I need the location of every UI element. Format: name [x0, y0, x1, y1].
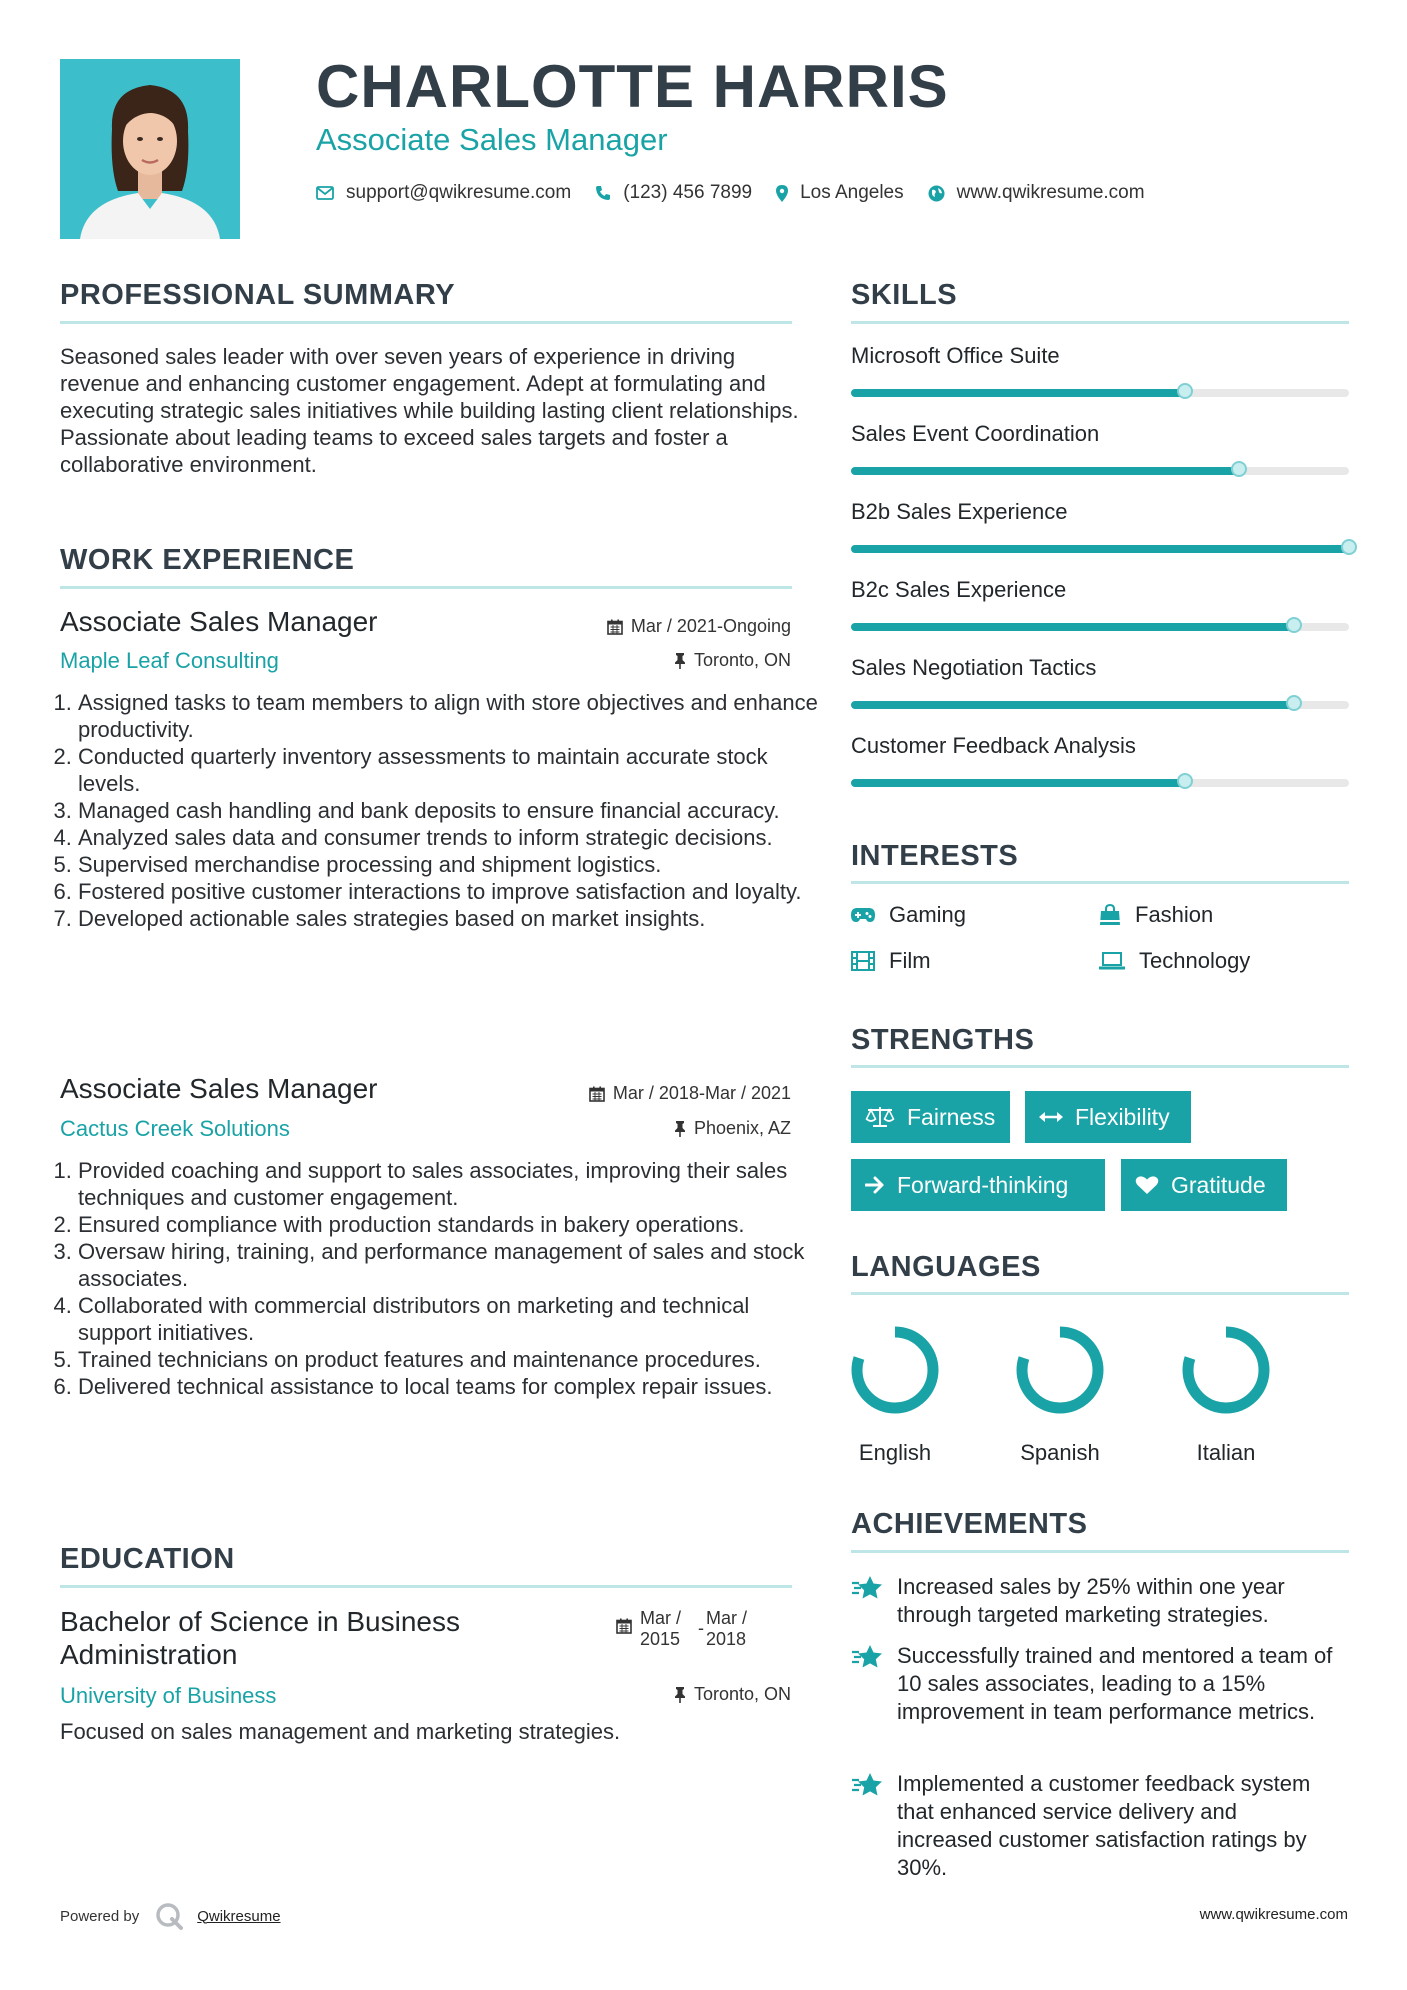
arrow-right-icon: [865, 1176, 885, 1194]
interest-fashion-label: Fashion: [1135, 902, 1214, 927]
pushpin-icon: [674, 1687, 686, 1703]
skill-bar-fill: [851, 623, 1294, 631]
job-1-company: Maple Leaf Consulting: [60, 648, 279, 673]
contact-phone[interactable]: [595, 182, 752, 204]
skills-heading: SKILLS: [851, 279, 958, 311]
interests-rule: [851, 881, 1349, 884]
candidate-name: CHARLOTTE HARRIS: [316, 53, 949, 120]
job-1-duty: 2. Conducted quarterly inventory assessments to maintain accurate stock levels.: [78, 743, 818, 797]
strengths-heading: STRENGTHS: [851, 1024, 1035, 1056]
contact-website-text: www.qwikresume.com: [956, 182, 1145, 203]
calendar-icon: [616, 1618, 632, 1634]
strength-forward-thinking: [851, 1159, 1105, 1211]
gamepad-icon: [851, 907, 875, 923]
education-school: University of Business: [60, 1683, 277, 1708]
language-ring-gauge: [847, 1322, 943, 1418]
calendar-icon: [607, 619, 623, 635]
job-2-duty: 3. Oversaw hiring, training, and performance management of sales and stock associates.: [78, 1238, 818, 1292]
skill-bar-fill: [851, 701, 1294, 709]
job-1-date: [607, 616, 791, 637]
education-date-end: Mar / 2018: [706, 1608, 748, 1649]
contact-phone-text: (123) 456 7899: [623, 182, 753, 203]
achievement-text: Successfully trained and mentored a team of 10 sales associates, leading to a 15% improvement in team performance metrics.: [897, 1643, 1333, 1724]
summary-text: Seasoned sales leader with over seven years of experience in driving revenue and enhancing customer engagement. Adept at formulating and executing strategic sales initiatives while building lasting client relationships. Passionate about leading teams to exceed sales targets and foster a collaborative environment.: [60, 344, 799, 477]
job-1-duty: 5. Supervised merchandise processing and shipment logistics.: [78, 851, 818, 878]
skill-bar-knob: [1177, 383, 1193, 399]
strengths-rule: [851, 1065, 1349, 1068]
skill-name: B2c Sales Experience: [851, 577, 1067, 602]
education-dates: [616, 1608, 756, 1650]
skill-name: B2b Sales Experience: [851, 499, 1068, 524]
strength-fairness-label: Fairness: [907, 1103, 996, 1130]
skill-bar-track: [851, 545, 1349, 553]
job-2-location: [674, 1118, 791, 1139]
language-ring-arc: [1022, 1332, 1098, 1408]
language-ring-gauge: [1178, 1322, 1274, 1418]
job-2-location-text: Phoenix, AZ: [693, 1118, 791, 1138]
language-english: [835, 1322, 955, 1466]
education-location: [674, 1684, 791, 1705]
job-1-duty: 4. Analyzed sales data and consumer trends to inform strategic decisions.: [78, 824, 818, 851]
star-badge-icon: [851, 1770, 885, 1882]
job-1-duty: 7. Developed actionable sales strategies based on market insights.: [78, 905, 818, 932]
interest-film-label: Film: [889, 948, 931, 973]
qwikresume-logo-icon: [155, 1902, 183, 1930]
summary-heading: PROFESSIONAL SUMMARY: [60, 279, 456, 311]
education-date-separator: -: [698, 1618, 704, 1638]
job-2-duty: 5. Trained technicians on product features and maintenance procedures.: [78, 1346, 818, 1373]
job-2-duties: [59, 1157, 818, 1400]
contact-email[interactable]: [316, 182, 571, 204]
skill-bar-track: [851, 389, 1349, 397]
interest-fashion: [1099, 902, 1213, 928]
job-1-duty: 6. Fostered positive customer interactions to improve satisfaction and loyalty.: [78, 878, 818, 905]
job-2-date: [589, 1083, 791, 1104]
education-description: Focused on sales management and marketing strategies.: [60, 1719, 621, 1744]
interest-technology-label: Technology: [1139, 948, 1251, 973]
star-badge-icon: [851, 1573, 885, 1629]
language-ring-gauge: [1012, 1322, 1108, 1418]
arrows-h-icon: [1039, 1110, 1063, 1124]
skill-bar-track: [851, 701, 1349, 709]
job-1-title: Associate Sales Manager: [60, 606, 378, 637]
contact-location: [776, 182, 904, 204]
language-italian: [1166, 1322, 1286, 1466]
language-ring-arc: [857, 1332, 933, 1408]
education-heading: EDUCATION: [60, 1543, 235, 1575]
skill-name: Customer Feedback Analysis: [851, 733, 1136, 758]
contact-bar: [316, 178, 1169, 208]
shopping-bag-icon: [1099, 904, 1121, 926]
strength-gratitude: [1121, 1159, 1287, 1211]
job-1-duties: [59, 689, 818, 932]
skill-bar-knob: [1341, 539, 1357, 555]
qwikresume-link[interactable]: Qwikresume: [197, 1907, 281, 1925]
star-badge-icon: [851, 1642, 885, 1726]
strength-fairness: [851, 1091, 1010, 1143]
languages-rule: [851, 1292, 1349, 1295]
education-rule: [60, 1585, 792, 1588]
summary-rule: [60, 321, 792, 324]
language-name: Italian: [1196, 1440, 1256, 1465]
footer-url[interactable]: www.qwikresume.com: [1199, 1906, 1348, 1923]
portrait-image: [60, 59, 240, 239]
language-ring-arc: [1188, 1332, 1264, 1408]
languages-heading: LANGUAGES: [851, 1251, 1041, 1283]
heart-icon: [1135, 1175, 1159, 1195]
achievement-text: Implemented a customer feedback system that enhanced service delivery and increased customer satisfaction ratings by 30%.: [897, 1771, 1311, 1880]
calendar-icon: [589, 1086, 605, 1102]
skill-name: Microsoft Office Suite: [851, 343, 1060, 368]
achievement-text: Increased sales by 25% within one year through targeted marketing strategies.: [897, 1574, 1285, 1627]
contact-location-text: Los Angeles: [800, 182, 904, 203]
skill-bar-knob: [1177, 773, 1193, 789]
language-spanish: [1000, 1322, 1120, 1466]
skill-bar-knob: [1231, 461, 1247, 477]
job-2-duty: 2. Ensured compliance with production standards in bakery operations.: [78, 1211, 818, 1238]
powered-by-label: Powered by: [60, 1907, 140, 1925]
pushpin-icon: [674, 1121, 686, 1137]
achievements-heading: ACHIEVEMENTS: [851, 1508, 1088, 1540]
strength-flexibility-label: Flexibility: [1075, 1103, 1170, 1130]
skills-rule: [851, 321, 1349, 324]
strength-gratitude-label: Gratitude: [1171, 1171, 1266, 1198]
job-1-location: [674, 650, 791, 671]
interest-film: [851, 948, 931, 974]
job-2-duty: 6. Delivered technical assistance to local teams for complex repair issues.: [78, 1373, 818, 1400]
phone-icon: [595, 185, 611, 201]
interest-gaming-label: Gaming: [889, 902, 967, 927]
strength-flexibility: [1025, 1091, 1191, 1143]
skill-name: Sales Event Coordination: [851, 421, 1100, 446]
job-2-date-text: Mar / 2018-Mar / 2021: [612, 1083, 791, 1103]
balance-scale-icon: [865, 1106, 895, 1128]
job-1-date-text: Mar / 2021-Ongoing: [630, 616, 791, 636]
skill-bar-fill: [851, 545, 1349, 553]
language-name: Spanish: [1020, 1440, 1100, 1465]
skill-bar-track: [851, 779, 1349, 787]
contact-website[interactable]: [928, 182, 1145, 204]
education-location-text: Toronto, ON: [693, 1684, 791, 1704]
job-2-title: Associate Sales Manager: [60, 1073, 378, 1104]
contact-email-text: support@qwikresume.com: [346, 182, 572, 203]
job-2-duty: 4. Collaborated with commercial distributors on marketing and technical support initiatives.: [78, 1292, 818, 1346]
skill-bar-knob: [1286, 695, 1302, 711]
candidate-title: Associate Sales Manager: [316, 122, 668, 157]
map-marker-icon: [776, 185, 788, 202]
education-date-start: Mar / 2015: [640, 1608, 682, 1649]
experience-rule: [60, 586, 792, 589]
interest-technology: [1099, 948, 1250, 974]
skill-bar-fill: [851, 779, 1185, 787]
job-1-location-text: Toronto, ON: [693, 650, 791, 670]
interests-heading: INTERESTS: [851, 840, 1019, 872]
language-name: English: [858, 1440, 932, 1465]
experience-heading: WORK EXPERIENCE: [60, 544, 355, 576]
achievement-item: [851, 1770, 1351, 1882]
job-1-duty: 3. Managed cash handling and bank deposits to ensure financial accuracy.: [78, 797, 818, 824]
skill-name: Sales Negotiation Tactics: [851, 655, 1097, 680]
envelope-icon: [316, 186, 334, 200]
skill-bar-knob: [1286, 617, 1302, 633]
job-1-duty: 1. Assigned tasks to team members to align with store objectives and enhance productivity.: [78, 689, 818, 743]
interest-gaming: [851, 902, 966, 928]
skill-bar-fill: [851, 389, 1185, 397]
education-degree: Bachelor of Science in Business Administration: [60, 1606, 460, 1670]
skill-bar-track: [851, 623, 1349, 631]
skill-bar-track: [851, 467, 1349, 475]
laptop-icon: [1099, 952, 1125, 970]
globe-icon: [928, 185, 945, 202]
strength-forward-thinking-label: Forward-thinking: [897, 1171, 1069, 1198]
achievements-rule: [851, 1550, 1349, 1553]
achievement-item: [851, 1573, 1351, 1629]
pushpin-icon: [674, 653, 686, 669]
achievement-item: [851, 1642, 1351, 1726]
powered-by: [60, 1902, 281, 1930]
film-icon: [851, 951, 875, 971]
job-2-company: Cactus Creek Solutions: [60, 1116, 290, 1141]
job-2-duty: 1. Provided coaching and support to sales associates, improving their sales techniques and customer engagement.: [78, 1157, 818, 1211]
skill-bar-fill: [851, 467, 1239, 475]
profile-photo: [60, 59, 240, 239]
